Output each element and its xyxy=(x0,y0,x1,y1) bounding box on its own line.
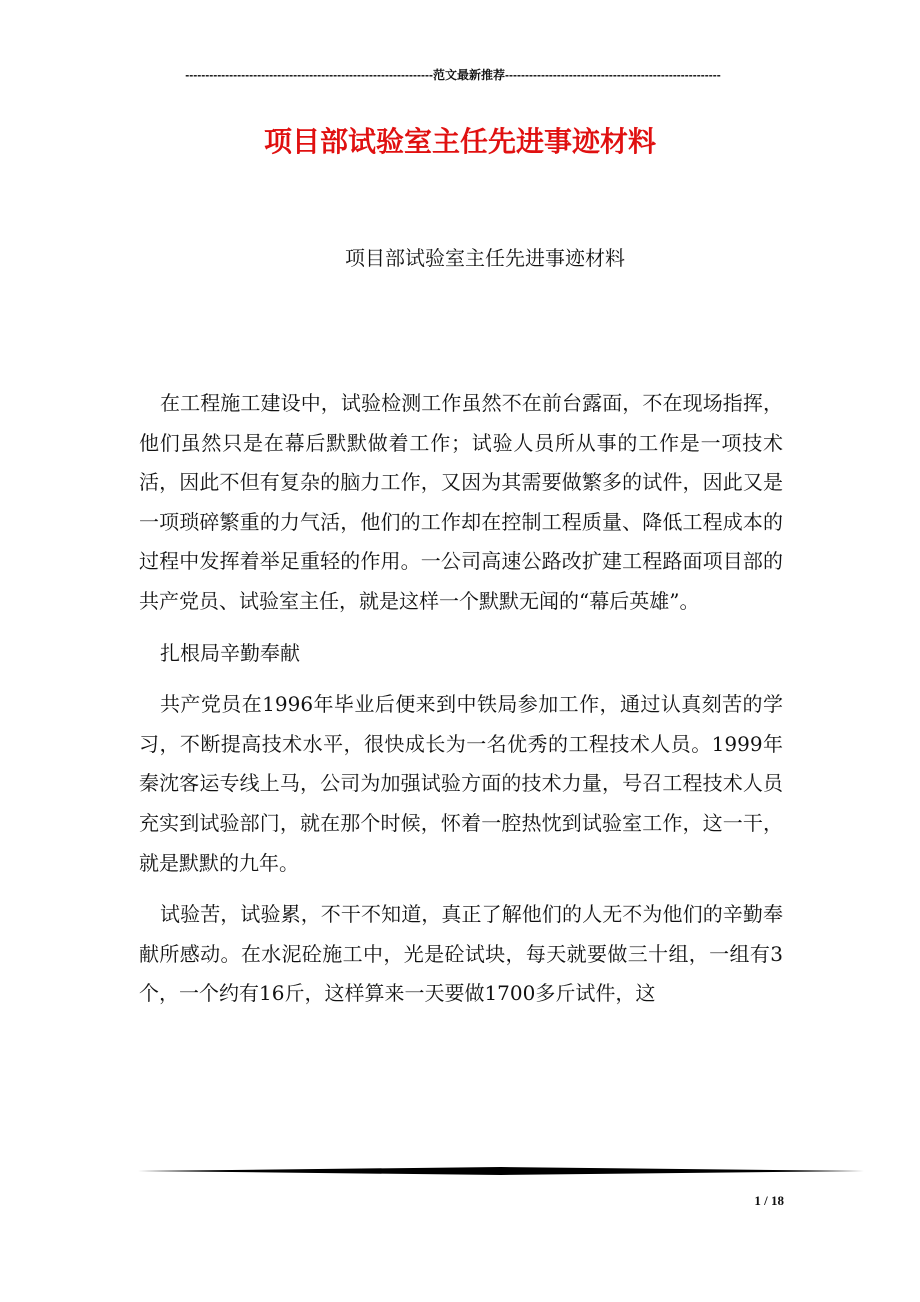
header-banner: --------------------------------------------------------------范文最新推荐------------------------------------------------------ xyxy=(185,68,721,82)
document-subtitle: 项目部试验室主任先进事迹材料 xyxy=(345,246,625,270)
page-number: 1 / 18 xyxy=(754,1193,784,1208)
paragraph-intro: 在工程施工建设中，试验检测工作虽然不在前台露面，不在现场指挥，他们虽然只是在幕后默默做着工作；试验人员所从事的工作是一项技术活，因此不但有复杂的脑力工作，又因为其需要做繁多的试件，因此又是一项琐碎繁重的力气活，他们的工作却在控制工程质量、降低工程成本的过程中发挥着举足重轻的作用。一公司高速公路改扩建工程路面项目部的共产党员、试验室主任，就是这样一个默默无闻的“幕后英雄”。 xyxy=(139,391,783,613)
footer-divider xyxy=(138,1166,864,1176)
paragraph-hardship: 试验苦，试验累，不干不知道，真正了解他们的人无不为他们的辛勤奉献所感动。在水泥砼施工中，光是砼试块，每天就要做三十组，一组有3个，一个约有16斤，这样算来一天要做1700多斤试件，这 xyxy=(139,902,783,1006)
document-title: 项目部试验室主任先进事迹材料 xyxy=(263,125,656,158)
document-body xyxy=(139,384,783,1014)
paragraph-career: 共产党员在1996年毕业后便来到中铁局参加工作，通过认真刻苦的学习，不断提高技术水平，很快成长为一名优秀的工程技术人员。1999年秦沈客运专线上马，公司为加强试验方面的技术力量，号召工程技术人员充实到试验部门，就在那个时候，怀着一腔热忱到试验室工作，这一干，就是默默的九年。 xyxy=(139,692,783,875)
section-heading: 扎根局辛勤奉献 xyxy=(160,640,300,665)
